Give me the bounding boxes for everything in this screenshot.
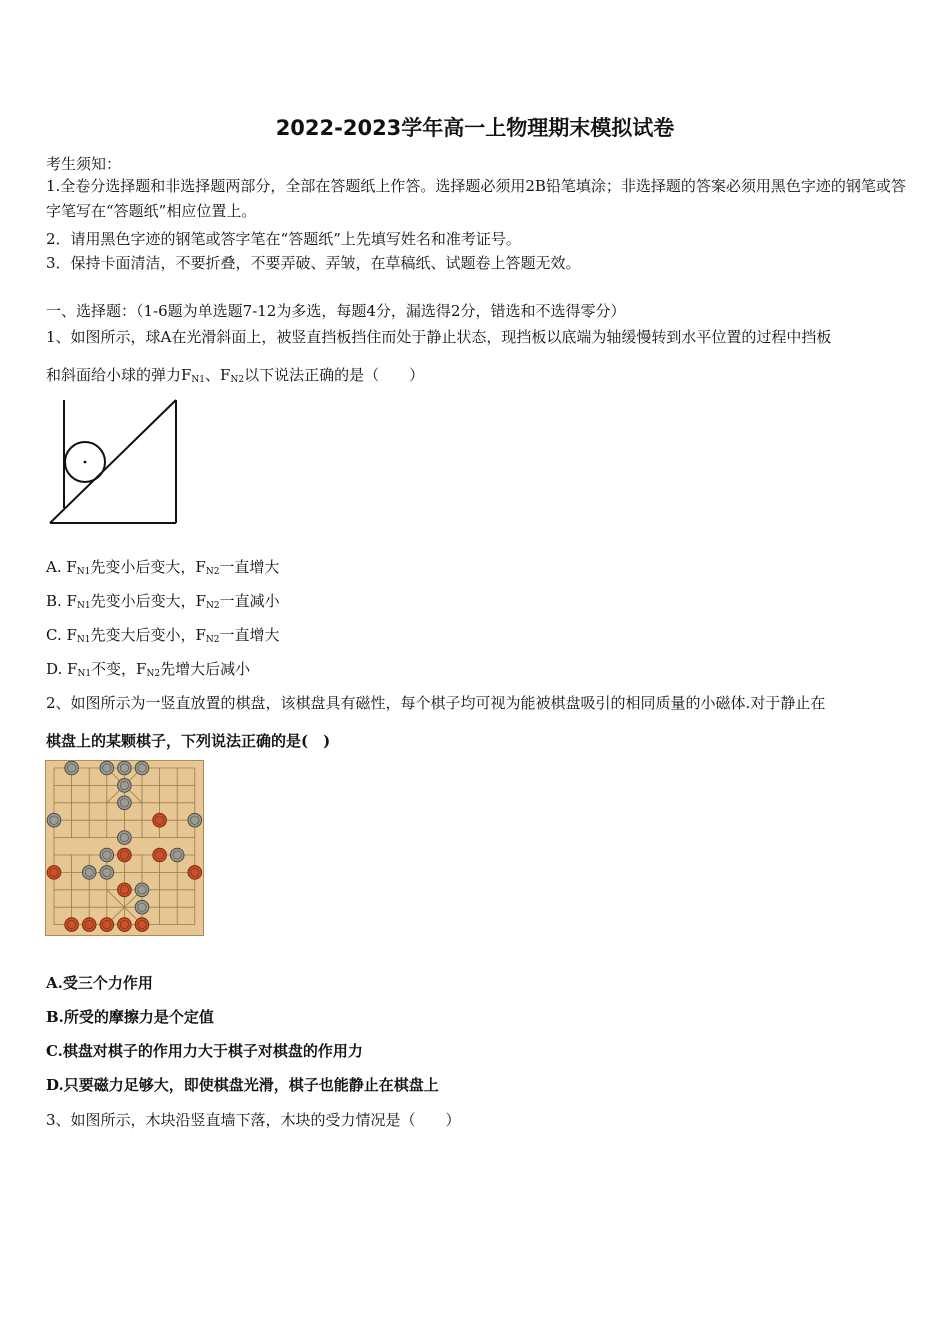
grey-chess-piece bbox=[135, 900, 149, 914]
red-chess-piece bbox=[47, 866, 61, 880]
opt-d-mid: 不变，F bbox=[91, 660, 147, 678]
opt-a-sub2: N2 bbox=[205, 567, 220, 577]
q1-stem-line1: 1、如图所示，球A在光滑斜面上，被竖直挡板挡住而处于静止状态，现挡板以底端为轴缓慢转到水平位置的过程中挡板 bbox=[46, 328, 832, 346]
grey-chess-piece bbox=[100, 761, 114, 775]
q2-option-d: D.只要磁力足够大，即使棋盘光滑，棋子也能静止在棋盘上 bbox=[46, 1076, 439, 1094]
opt-a-mid: 先变小后变大，F bbox=[90, 558, 206, 576]
red-chess-piece bbox=[188, 866, 202, 880]
red-chess-piece bbox=[135, 918, 149, 932]
notice-item-2: 2．请用黑色字迹的钢笔或答字笔在“答题纸”上先填写姓名和准考证号。 bbox=[46, 230, 521, 248]
q1-stem-suffix: 以下说法正确的是（ ） bbox=[244, 366, 425, 384]
grey-chess-piece bbox=[82, 866, 96, 880]
red-chess-piece bbox=[118, 848, 132, 862]
grey-chess-piece bbox=[118, 761, 132, 775]
opt-c-mid: 先变大后变小，F bbox=[90, 626, 206, 644]
grey-chess-piece bbox=[170, 848, 184, 862]
grey-chess-piece bbox=[118, 796, 132, 810]
grey-chess-piece bbox=[100, 848, 114, 862]
grey-chess-piece bbox=[118, 779, 132, 793]
opt-d-label: D. F bbox=[46, 660, 78, 678]
grey-chess-piece bbox=[47, 813, 61, 827]
q1-option-c bbox=[46, 624, 280, 645]
red-chess-piece bbox=[82, 918, 96, 932]
red-chess-piece bbox=[65, 918, 79, 932]
q1-sub-n2: N2 bbox=[230, 375, 245, 385]
incline-line bbox=[50, 400, 176, 523]
grey-chess-piece bbox=[100, 866, 114, 880]
opt-c-sub2: N2 bbox=[205, 635, 220, 645]
q2-option-c: C.棋盘对棋子的作用力大于棋子对棋盘的作用力 bbox=[46, 1042, 363, 1060]
red-chess-piece bbox=[100, 918, 114, 932]
q1-incline-figure bbox=[46, 396, 181, 526]
opt-c-sub1: N1 bbox=[76, 635, 91, 645]
grey-chess-piece bbox=[135, 883, 149, 897]
red-chess-piece bbox=[153, 813, 167, 827]
red-chess-piece bbox=[153, 848, 167, 862]
opt-a-sub1: N1 bbox=[76, 567, 91, 577]
q1-stem-line2 bbox=[46, 364, 424, 385]
q2-option-b: B.所受的摩擦力是个定值 bbox=[46, 1008, 214, 1026]
opt-c-end: 一直增大 bbox=[219, 626, 280, 644]
grey-chess-piece bbox=[65, 761, 79, 775]
notice-heading: 考生须知： bbox=[46, 155, 122, 173]
opt-b-sub1: N1 bbox=[76, 601, 91, 611]
opt-b-sub2: N2 bbox=[206, 601, 220, 611]
opt-b-mid: 先变小后变大，F bbox=[90, 592, 206, 610]
q1-option-b bbox=[46, 590, 280, 611]
q1-option-a bbox=[46, 556, 279, 577]
red-chess-piece bbox=[118, 883, 132, 897]
opt-d-sub1: N1 bbox=[77, 669, 92, 679]
q1-stem-prefix: 和斜面给小球的弹力F bbox=[46, 366, 192, 384]
page-title: 2022-2023学年高一上物理期末模拟试卷 bbox=[275, 116, 675, 140]
red-chess-piece bbox=[118, 918, 132, 932]
grey-chess-piece bbox=[188, 813, 202, 827]
notice-item-1: 1.全卷分选择题和非选择题两部分，全部在答题纸上作答。选择题必须用2B铅笔填涂；非选择题的答案必须用黑色字迹的钢笔或答字笔写在“答题纸”相应位置上。 bbox=[46, 177, 906, 220]
q3-stem-line1: 3、如图所示，木块沿竖直墙下落，木块的受力情况是（ ） bbox=[46, 1111, 461, 1129]
opt-b-end: 一直减小 bbox=[219, 592, 280, 610]
q2-stem-line1: 2、如图所示为一竖直放置的棋盘，该棋盘具有磁性，每个棋子均可视为能被棋盘吸引的相同质量的小磁体.对于静止在 bbox=[46, 694, 826, 712]
q1-sub-n1: N1 bbox=[191, 375, 206, 385]
section-heading: 一、选择题：（1-6题为单选题7-12为多选，每题4分，漏选得2分，错选和不选得零分） bbox=[46, 302, 626, 320]
opt-b-label: B. F bbox=[46, 592, 77, 610]
grey-chess-piece bbox=[135, 761, 149, 775]
ball-center-dot bbox=[84, 461, 87, 464]
q1-option-d bbox=[46, 658, 250, 679]
q2-option-a: A.受三个力作用 bbox=[46, 974, 153, 992]
grey-chess-piece bbox=[118, 831, 132, 845]
q1-stem-sep: 、F bbox=[205, 366, 231, 384]
opt-a-label: A. F bbox=[46, 558, 77, 576]
opt-d-end: 先增大后减小 bbox=[160, 660, 251, 678]
notice-item-3: 3．保持卡面清洁，不要折叠，不要弄破、弄皱，在草稿纸、试题卷上答题无效。 bbox=[46, 254, 581, 272]
q2-stem-line2: 棋盘上的某颗棋子，下列说法正确的是( ) bbox=[46, 732, 331, 750]
opt-a-end: 一直增大 bbox=[219, 558, 280, 576]
opt-d-sub2: N2 bbox=[146, 669, 161, 679]
q2-chessboard-figure bbox=[45, 760, 204, 936]
opt-c-label: C. F bbox=[46, 626, 77, 644]
